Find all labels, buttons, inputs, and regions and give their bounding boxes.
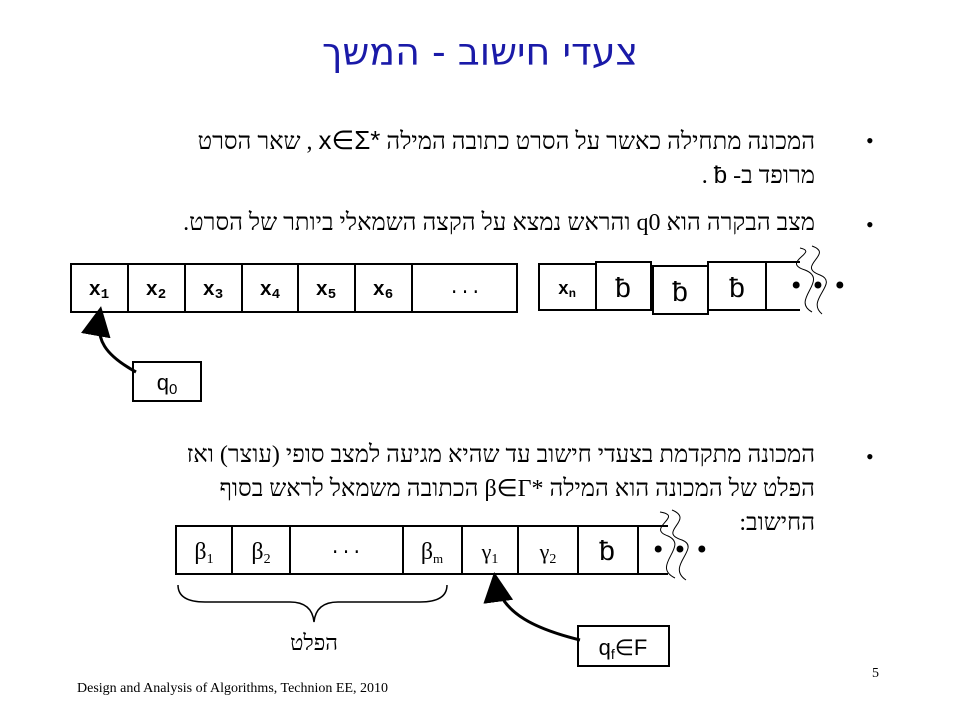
output-label: הפלט — [290, 630, 338, 655]
tape-1-continuation: • • • — [789, 272, 847, 300]
bullet-3-math: β∈Γ* — [484, 476, 544, 502]
tape-2 — [176, 510, 709, 666]
tape-1-blank-2: ƀ — [672, 276, 688, 307]
tape-1-head-arrow — [99, 312, 136, 372]
bullet-1-line-2-post: . — [701, 163, 714, 189]
bullet-1-dot: • — [866, 128, 874, 153]
bullet-3-line-3: החישוב: — [739, 510, 815, 536]
tape-1-cell-x4: x4 — [259, 279, 281, 303]
tape-2-blank: ƀ — [599, 535, 615, 566]
tape-2-cell-beta2: β2 — [251, 539, 271, 567]
bullet-2-post: והראש נמצא על הקצה השמאלי ביותר של הסרט. — [183, 210, 637, 236]
bullet-1-line-2-pre: מרופד ב- — [727, 163, 815, 189]
tape-1-blank-1: ƀ — [615, 272, 631, 303]
tape-1-cell-x5: x5 — [315, 279, 337, 303]
tape-1-cell-x1: x1 — [88, 279, 110, 303]
bullet-3-line-2-post: הכתובה משמאל לראש בסוף — [219, 476, 485, 502]
bullet-1-math: x∈Σ* — [318, 125, 381, 155]
slide-title: צעדי חישוב - המשך — [321, 30, 639, 74]
tape-1 — [71, 246, 847, 401]
bullet-2-math: q0 — [636, 210, 661, 236]
bullet-1-line-1-post: , שאר הסרט — [197, 129, 319, 155]
bullet-3-dot: • — [866, 444, 874, 469]
tape-1-blank-3: ƀ — [729, 272, 745, 303]
tape-1-cell-x6: x6 — [372, 279, 394, 303]
tape-1-head-label: q0 — [156, 370, 178, 398]
tape-2-cell-ellipsis: ... — [329, 539, 363, 559]
tape-2-head-label: qf∈F — [598, 635, 648, 662]
page-number: 5 — [872, 666, 879, 681]
tape-2-cell-beta1: β1 — [194, 539, 214, 567]
tape-2-cell-betam: βm — [420, 539, 444, 566]
bullet-2-dot: • — [866, 212, 874, 237]
bullet-1-line-1-pre: המכונה מתחילה כאשר על הסרט כתובה המילה — [380, 129, 815, 155]
output-brace — [178, 585, 447, 622]
bullet-3-line-1: המכונה מתקדמת בצעדי חישוב עד שהיא מגיעה למצב סופי (עוצר) ואז — [186, 442, 815, 468]
tape-1-cell-x2: x2 — [145, 279, 167, 303]
tape-1-cell-x3: x3 — [202, 279, 224, 303]
bullet-2-pre: מצב הבקרה הוא — [660, 210, 815, 236]
bullet-3-line-2-pre: הפלט של המכונה הוא המילה — [543, 476, 815, 502]
tape-2-cell-gamma1: γ1 — [481, 539, 499, 567]
tape-2-continuation: • • • — [651, 536, 709, 564]
tape-1-cell-xn: xn — [557, 280, 577, 301]
tape-2-head-arrow — [495, 578, 580, 640]
blank-symbol: ƀ — [713, 162, 728, 189]
tape-2-cell-gamma2: γ2 — [539, 539, 557, 567]
tape-1-cell-ellipsis: ... — [448, 279, 482, 299]
footer-text: Design and Analysis of Algorithms, Technion EE, 2010 — [77, 681, 389, 696]
tape-2-frame — [176, 526, 638, 574]
